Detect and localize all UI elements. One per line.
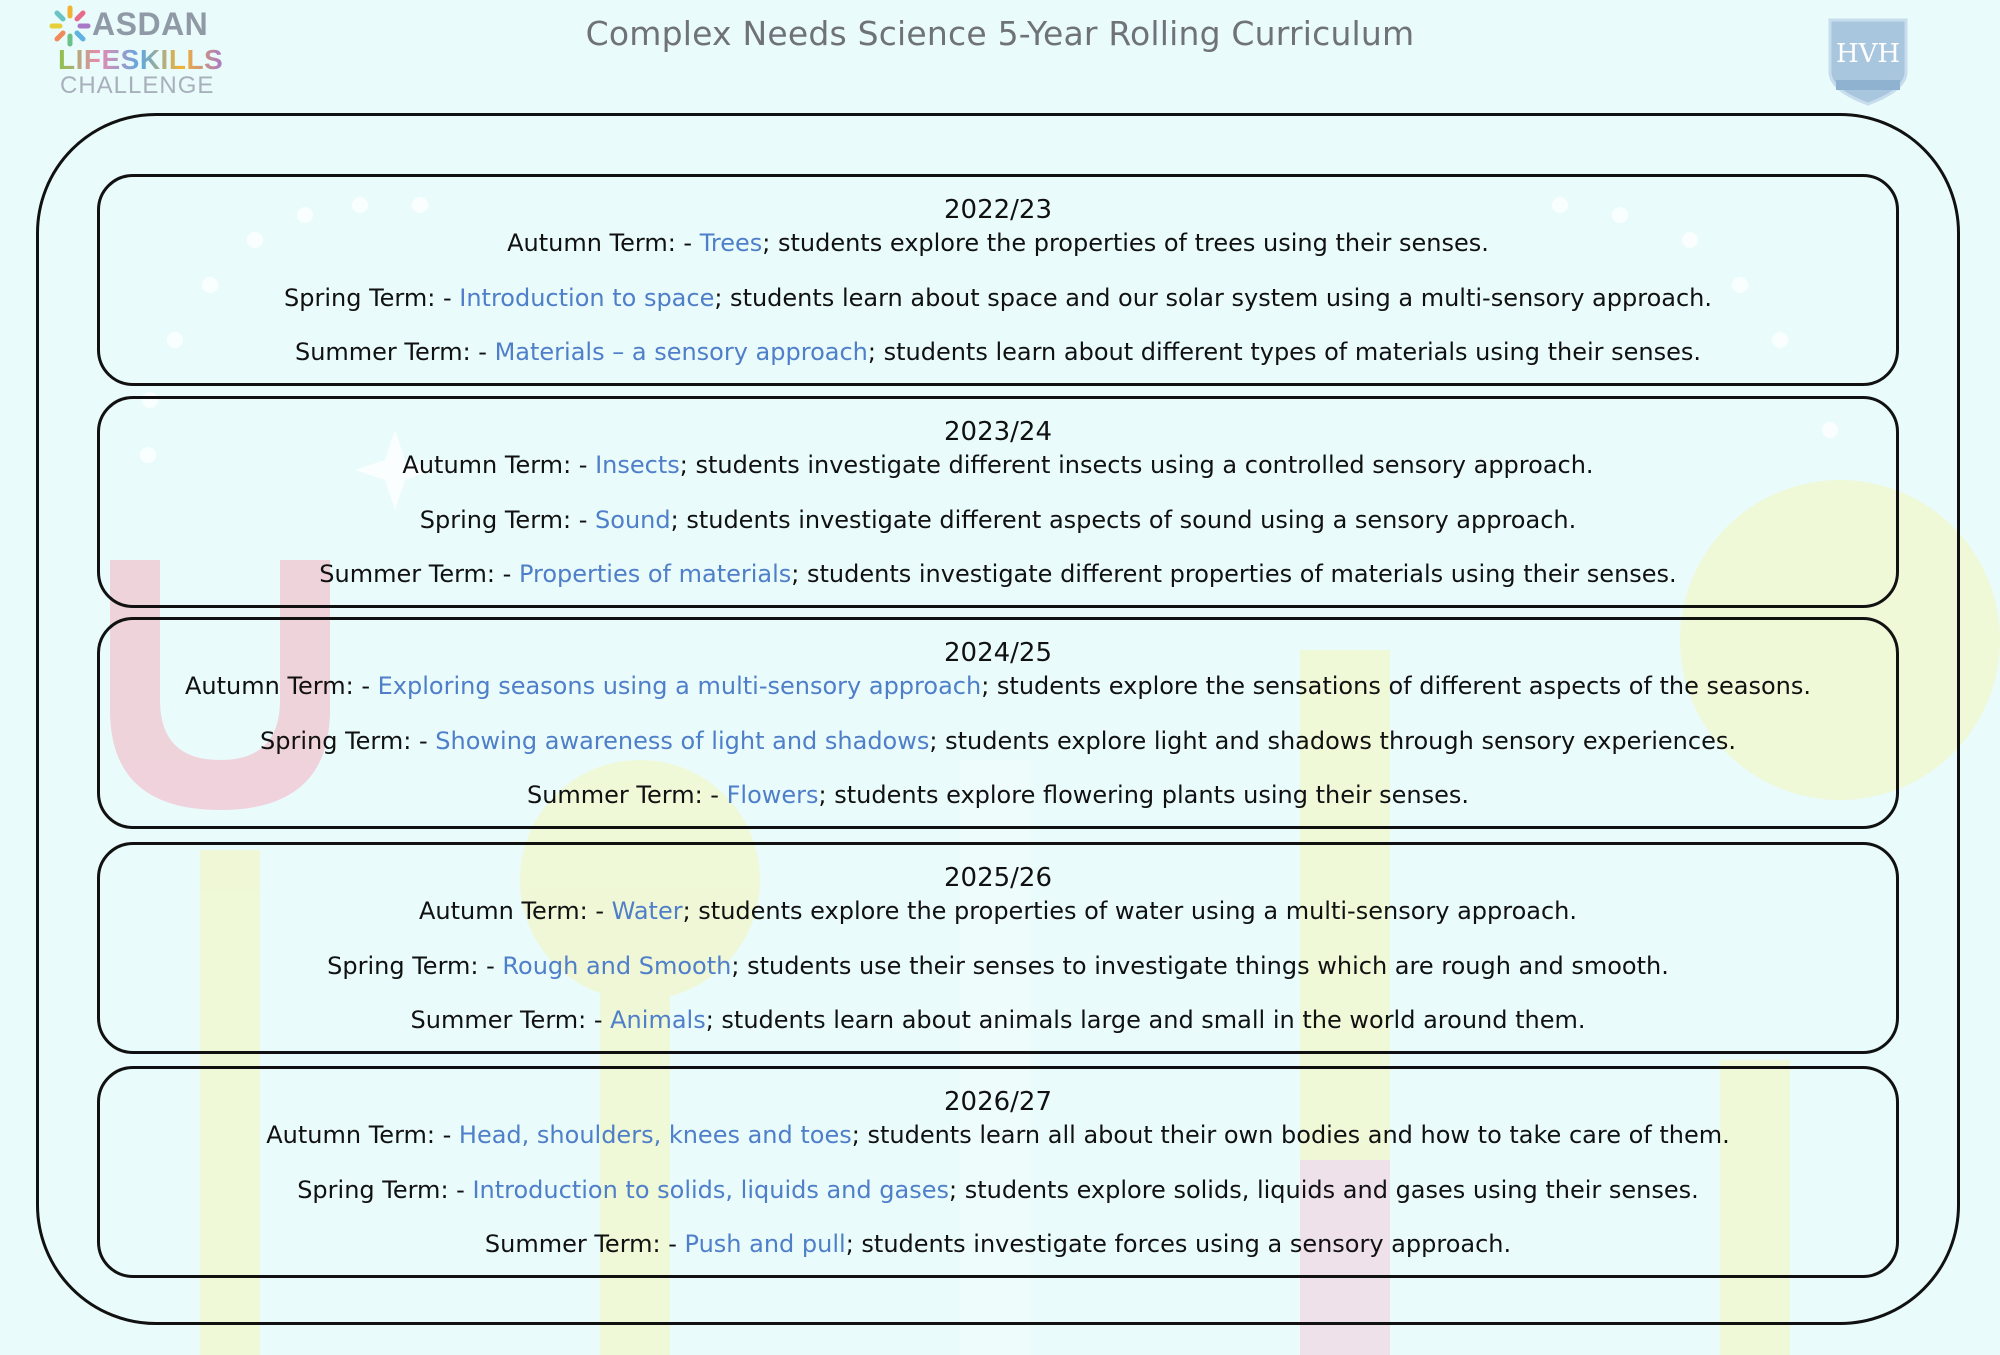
term-description: ; students explore the properties of water using a multi-sensory approach. bbox=[682, 897, 1578, 925]
term-description: ; students learn all about their own bodies and how to take care of them. bbox=[851, 1121, 1730, 1149]
term-prefix: Autumn Term: - bbox=[184, 672, 378, 700]
term-description: ; students investigate different insects using a controlled sensory approach. bbox=[679, 451, 1594, 479]
term-description: ; students investigate different properties of materials using their senses. bbox=[791, 560, 1677, 588]
topic-title: Push and pull bbox=[684, 1230, 846, 1258]
year-box-2026-27 bbox=[97, 1066, 1899, 1278]
autumn-term-line bbox=[100, 229, 1896, 257]
term-prefix: Spring Term: - bbox=[327, 952, 503, 980]
term-description: ; students learn about space and our solar system using a multi-sensory approach. bbox=[714, 284, 1712, 312]
term-prefix: Spring Term: - bbox=[283, 284, 460, 312]
topic-title: Showing awareness of light and shadows bbox=[435, 727, 930, 755]
topic-title: Sound bbox=[595, 506, 671, 534]
year-box-2025-26 bbox=[97, 842, 1899, 1054]
term-description: ; students use their senses to investigate things which are rough and smooth. bbox=[731, 952, 1669, 980]
term-description: ; students explore solids, liquids and gases using their senses. bbox=[948, 1176, 1699, 1204]
topic-title: Materials – a sensory approach bbox=[494, 338, 868, 366]
year-box-2022-23 bbox=[97, 174, 1899, 386]
year-label: 2026/27 bbox=[943, 1087, 1052, 1117]
autumn-term-line bbox=[100, 897, 1896, 925]
term-description: ; students explore the properties of trees using their senses. bbox=[762, 229, 1489, 257]
term-description: ; students explore flowering plants using their senses. bbox=[818, 781, 1470, 809]
logo-word-asdan: ASDAN bbox=[92, 6, 209, 42]
year-label: 2023/24 bbox=[943, 417, 1052, 447]
school-crest-icon bbox=[1822, 12, 1914, 106]
summer-term-line bbox=[100, 781, 1896, 809]
topic-title: Water bbox=[611, 897, 683, 925]
topic-title: Properties of materials bbox=[518, 560, 792, 588]
term-prefix: Summer Term: - bbox=[484, 1230, 685, 1258]
term-prefix: Summer Term: - bbox=[410, 1006, 611, 1034]
logo-word-lifeskills: LIFESKILLS bbox=[58, 44, 224, 75]
topic-title: Flowers bbox=[726, 781, 819, 809]
crest-monogram: HVH bbox=[1835, 39, 1901, 69]
logo-word-challenge: CHALLENGE bbox=[60, 72, 215, 99]
page-title: Complex Needs Science 5-Year Rolling Curriculum bbox=[585, 14, 1415, 53]
summer-term-line bbox=[100, 560, 1896, 588]
topic-title: Introduction to solids, liquids and gases bbox=[472, 1176, 949, 1204]
spring-term-line bbox=[100, 952, 1896, 980]
year-box-2024-25 bbox=[97, 617, 1899, 829]
term-description: ; students explore light and shadows through sensory experiences. bbox=[929, 727, 1736, 755]
term-prefix: Summer Term: - bbox=[294, 338, 495, 366]
spring-term-line bbox=[100, 727, 1896, 755]
spring-term-line bbox=[100, 284, 1896, 312]
topic-title: Trees bbox=[699, 229, 763, 257]
spring-term-line bbox=[100, 1176, 1896, 1204]
term-prefix: Autumn Term: - bbox=[266, 1121, 459, 1149]
term-description: ; students investigate forces using a sensory approach. bbox=[845, 1230, 1512, 1258]
topic-title: Animals bbox=[610, 1006, 706, 1034]
term-prefix: Summer Term: - bbox=[319, 560, 519, 588]
term-description: ; students learn about animals large and small in the world around them. bbox=[705, 1006, 1586, 1034]
term-prefix: Summer Term: - bbox=[526, 781, 727, 809]
term-description: ; students learn about different types of materials using their senses. bbox=[867, 338, 1702, 366]
topic-title: Exploring seasons using a multi-sensory approach bbox=[377, 672, 982, 700]
term-prefix: Spring Term: - bbox=[419, 506, 596, 534]
autumn-term-line bbox=[100, 672, 1896, 700]
term-prefix: Spring Term: - bbox=[260, 727, 436, 755]
autumn-term-line bbox=[100, 451, 1896, 479]
term-description: ; students investigate different aspects of sound using a sensory approach. bbox=[670, 506, 1577, 534]
topic-title: Insects bbox=[595, 451, 680, 479]
term-prefix: Autumn Term: - bbox=[402, 451, 596, 479]
term-description: ; students explore the sensations of different aspects of the seasons. bbox=[981, 672, 1812, 700]
year-box-2023-24 bbox=[97, 396, 1899, 608]
summer-term-line bbox=[100, 1230, 1896, 1258]
autumn-term-line bbox=[100, 1121, 1896, 1149]
summer-term-line bbox=[100, 338, 1896, 366]
year-label: 2025/26 bbox=[943, 863, 1052, 893]
year-label: 2022/23 bbox=[943, 195, 1052, 225]
summer-term-line bbox=[100, 1006, 1896, 1034]
term-prefix: Autumn Term: - bbox=[507, 229, 700, 257]
term-prefix: Autumn Term: - bbox=[418, 897, 612, 925]
term-prefix: Spring Term: - bbox=[297, 1176, 473, 1204]
year-label: 2024/25 bbox=[943, 638, 1052, 668]
topic-title: Rough and Smooth bbox=[502, 952, 732, 980]
topic-title: Introduction to space bbox=[459, 284, 715, 312]
spring-term-line bbox=[100, 506, 1896, 534]
topic-title: Head, shoulders, knees and toes bbox=[458, 1121, 852, 1149]
